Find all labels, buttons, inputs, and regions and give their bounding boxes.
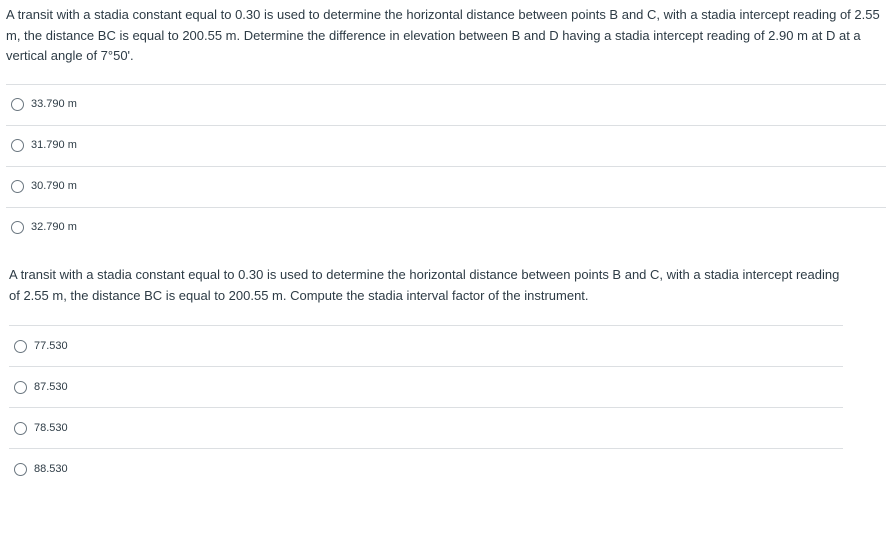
answer-label: 31.790 m xyxy=(31,139,77,151)
radio-button[interactable] xyxy=(11,180,24,193)
answer-option[interactable] xyxy=(6,207,886,248)
question-2-text: A transit with a stadia constant equal to 0.30 is used to determine the horizontal distance between points B and C, with a stadia intercept reading of 2.55 m, the distance BC is equal to 200.55 m. Compute the stadia interval factor of the instrument. xyxy=(9,267,840,303)
question-1 xyxy=(6,5,886,248)
answer-label: 88.530 xyxy=(34,462,68,475)
answer-label: 77.530 xyxy=(34,339,68,352)
radio-button[interactable] xyxy=(14,381,27,394)
radio-button[interactable] xyxy=(14,340,27,353)
question-1-answers xyxy=(6,84,886,248)
radio-button[interactable] xyxy=(11,221,24,234)
question-1-text: A transit with a stadia constant equal to 0.30 is used to determine the horizontal distance between points B and C, with a stadia intercept reading of 2.55 m, the distance BC is equal to 200.55 m. Determine the difference in elevation between B and D having a stadia intercept reading of 2.90 m at D at a vertical angle of 7°50'. xyxy=(6,7,880,63)
answer-option[interactable] xyxy=(6,166,886,207)
answer-label: 87.530 xyxy=(34,380,68,393)
answer-label: 78.530 xyxy=(34,421,68,434)
question-2-answers xyxy=(9,325,843,489)
radio-button[interactable] xyxy=(14,422,27,435)
answer-option[interactable] xyxy=(9,366,843,407)
radio-button[interactable] xyxy=(14,463,27,476)
question-2 xyxy=(9,265,843,489)
radio-button[interactable] xyxy=(11,98,24,111)
answer-option[interactable] xyxy=(6,125,886,166)
answer-label: 32.790 m xyxy=(31,221,77,233)
answer-option[interactable] xyxy=(6,84,886,125)
answer-label: 30.790 m xyxy=(31,180,77,192)
answer-option[interactable] xyxy=(9,325,843,366)
answer-label: 33.790 m xyxy=(31,98,77,110)
answer-option[interactable] xyxy=(9,448,843,489)
answer-option[interactable] xyxy=(9,407,843,448)
radio-button[interactable] xyxy=(11,139,24,152)
